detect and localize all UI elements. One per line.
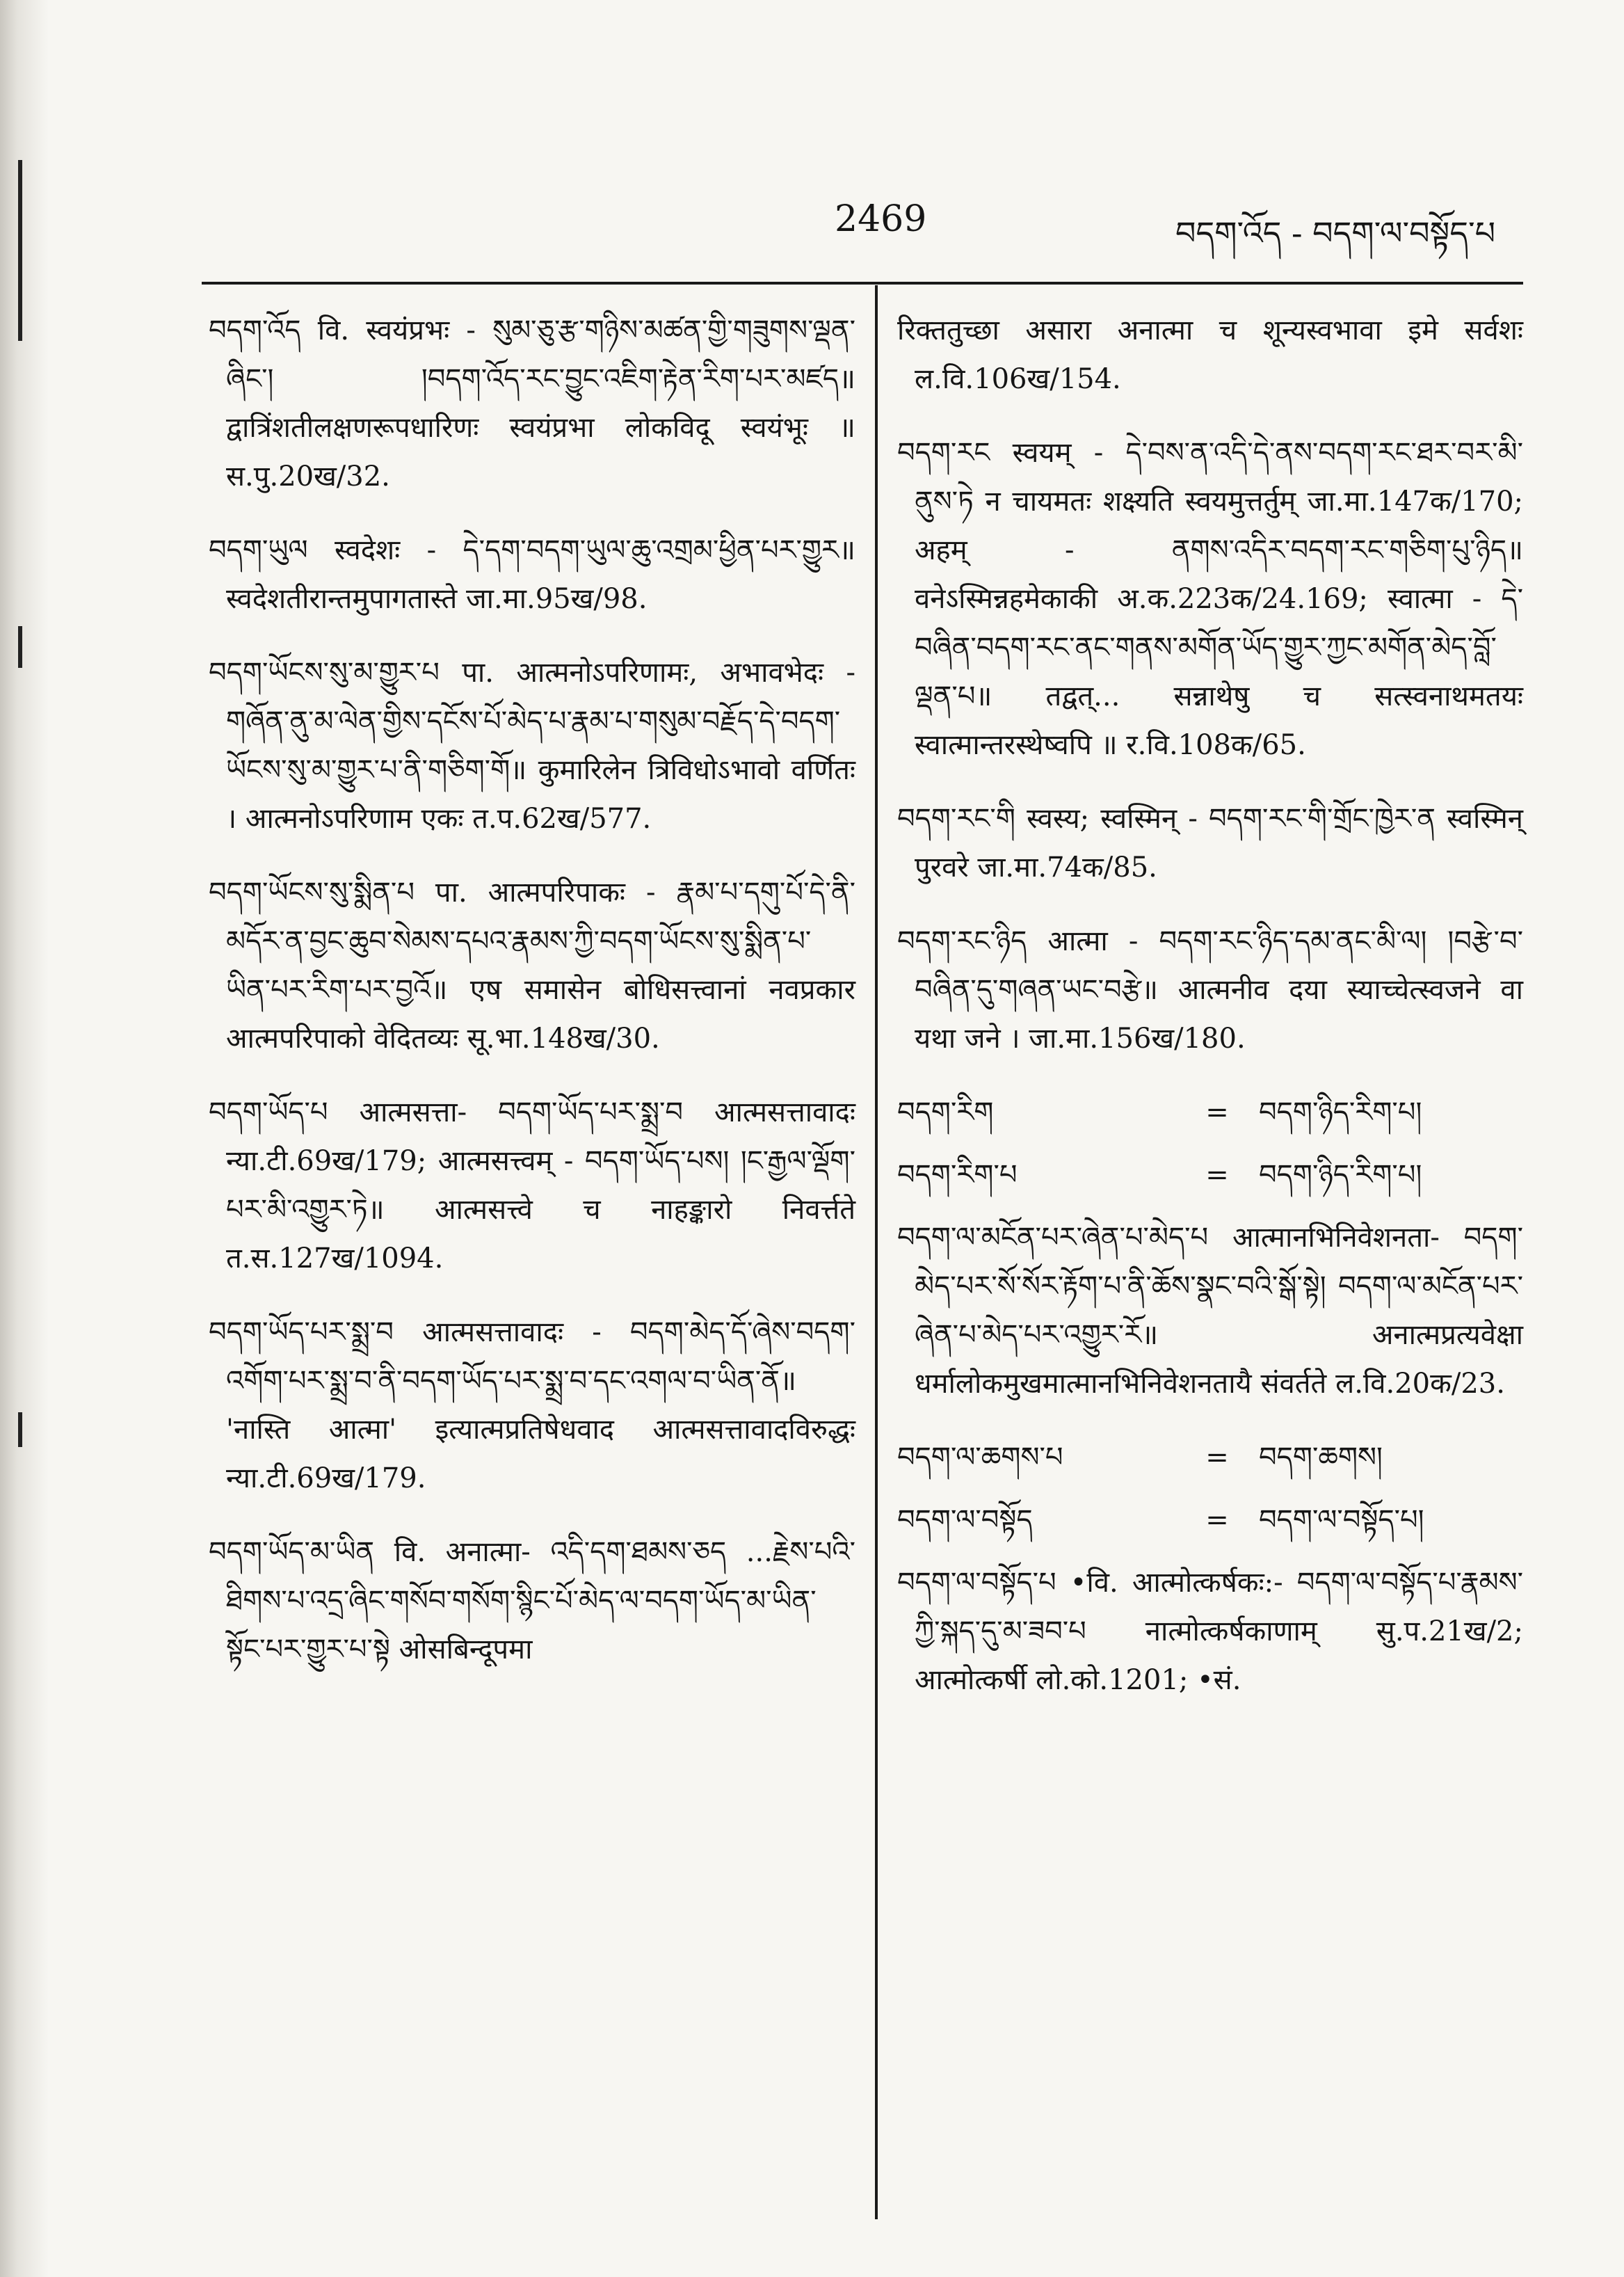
page-number: 2469 — [835, 198, 927, 240]
ref-headword: བདག་ལ་ཆགས་པ — [897, 1441, 1063, 1473]
dictionary-entry: रिक्ततुच्छा असारा अनात्मा च शून्यस्वभावा इमे सर्वशः ल.वि.106ख/154. — [897, 314, 1523, 395]
dictionary-entry: བདག་ལ་མངོན་པར་ཞེན་པ་མེད་པ आत्मानभिनिवेशनता- བདག་མེད་པར་སོ་སོར་རྟོག་པ་ནི་ཆོས་སྣང་བའི་སྒོ་སྟེ། བདག་ལ་མངོན་པར་ཞེན་པ་མེད་པར་འགྱུར་རོ॥ अनात्मप्रत्यवेक्षा धर्मालोकमुखमात्मानभिनिवेशनतायै संवर्तते ल.वि.20क/23. — [897, 1222, 1523, 1400]
cross-reference — [897, 1496, 1523, 1544]
dictionary-entry: བདག་ཡོད་པ आत्मसत्ता- བདག་ཡོད་པར་སྨྲ་བ आत्मसत्तावादः न्या.टी.69ख/179; आत्मसत्त्वम् - བདག་ཡོད་པས། །ང་རྒྱལ་ལྡོག་པར་མི་འགྱུར་ཏེ॥ आत्मसत्त्वे च नाहङ्कारो निवर्त्तते त.स.127ख/1094. — [209, 1096, 855, 1275]
dictionary-entry: བདག་རང་ཉིད आत्मा - བདག་རང་ཉིད་དམ་ནང་མི་ལ། །བརྩེ་བ་བཞིན་དུ་གཞན་ཡང་བརྩེ॥ आत्मनीव दया स्याच्चेत्स्वजने वा यथा जने । जा.मा.156ख/180. — [897, 925, 1523, 1055]
dictionary-entry: བདག་ཡོད་མ་ཡིན वि. अनात्मा- འདི་དག་ཐམས་ཅད ...རྗེས་པའི་ཐིགས་པ་འདྲ་ཞིང་གསོབ་གསོག་སྙིང་པོ་མེད་ལ་བདག་ཡོད་མ་ཡིན་སྟོང་པར་གྱུར་པ་སྟེ ओसबिन्दूपमा — [209, 1536, 855, 1665]
right-column — [897, 306, 1523, 1729]
cross-reference — [897, 1151, 1523, 1199]
cross-reference — [897, 1088, 1523, 1137]
ref-target: བདག་ཉིད་རིག་པ། — [1259, 1096, 1422, 1128]
ref-headword: བདག་རིག — [897, 1096, 994, 1128]
ref-target: བདག་ལ་བསྟོད་པ། — [1259, 1504, 1424, 1536]
ref-target: བདག་ཆགས། — [1259, 1441, 1383, 1473]
dictionary-entry: བདག་ཡོངས་སུ་མ་གྱུར་པ पा. आत्मनोऽपरिणामः, अभावभेदः - གཞོན་ནུ་མ་ལེན་གྱིས་དངོས་པོ་མེད་པ་རྣམ་པ་གསུམ་བརྗོད་དེ་བདག་ཡོངས་སུ་མ་གྱུར་པ་ནི་གཅིག་གོ॥ कुमारिलेन त्रिविधोऽभावो वर्णितः । आत्मनोऽपरिणाम एकः त.प.62ख/577. — [209, 657, 855, 835]
dictionary-entry: བདག་ཡོད་པར་སྨྲ་བ आत्मसत्तावादः - བདག་མེད་དོ་ཞེས་བདག་འགོག་པར་སྨྲ་བ་ནི་བདག་ཡོད་པར་སྨྲ་བ་དང་འགལ་བ་ཡིན་ནོ॥ 'नास्ति आत्मा' इत्यात्मप्रतिषेधवाद आत्मसत्तावादविरुद्धः न्या.टी.69ख/179. — [209, 1316, 855, 1494]
ref-equals: = — [1205, 1441, 1229, 1473]
dictionary-entry: བདག་ཡོངས་སུ་སྨིན་པ पा. आत्मपरिपाकः - རྣམ་པ་དགུ་པོ་དེ་ནི་མདོར་ན་བྱང་ཆུབ་སེམས་དཔའ་རྣམས་ཀྱི་བདག་ཡོངས་སུ་སྨིན་པ་ཡིན་པར་རིག་པར་བྱའོ॥ एष समासेन बोधिसत्त्वानां नवप्रकार आत्मपरिपाको वेदितव्यः सू.भा.148ख/30. — [209, 877, 855, 1055]
dictionary-entry: བདག་འོད वि. स्वयंप्रभः - སུམ་ཅུ་རྩ་གཉིས་མཚན་གྱི་གཟུགས་ལྡན་ཞིང་། །བདག་འོད་རང་བྱུང་འཇིག་རྟེན་རིག་པར་མཛད॥ द्वात्रिंशतीलक्षणरूपधारिणः स्वयंप्रभा लोकविदू स्वयंभूः ॥ स.पु.20ख/32. — [209, 314, 855, 493]
column-rule — [875, 285, 878, 2219]
dictionary-entry: བདག་རང་གི स्वस्य; स्वस्मिन् - བདག་རང་གི་གྲོང་ཁྱེར་ན स्वस्मिन् पुरवरे जा.मा.74क/85. — [897, 803, 1523, 884]
ref-headword: བདག་ལ་བསྟོད — [897, 1504, 1033, 1536]
ref-equals: = — [1205, 1159, 1229, 1191]
ref-equals: = — [1205, 1504, 1229, 1536]
edge-mark — [18, 160, 22, 341]
ref-headword: བདག་རིག་པ — [897, 1159, 1018, 1191]
ref-equals: = — [1205, 1096, 1229, 1128]
dictionary-entry: བདག་ཡུལ स्वदेशः - དེ་དག་བདག་ཡུལ་ཆུ་འགྲམ་ཕྱིན་པར་གྱུར॥ स्वदेशतीरान्तमुपागतास्ते जा.मा.95ख/98. — [209, 534, 855, 615]
left-column — [209, 306, 855, 1699]
dictionary-entry: བདག་རང स्वयम् - དེ་བས་ན་འདི་དེ་ནས་བདག་རང་ཐར་བར་མི་ནུས་ཏེ न चायमतः शक्ष्यति स्वयमुत्तर्तुम् जा.मा.147क/170; अहम् - ནགས་འདིར་བདག་རང་གཅིག་པུ་ཉིད॥ वनेऽस्मिन्नहमेकाकी अ.क.223क/24.169; स्वात्मा - དེ་བཞིན་བདག་རང་ནང་གནས་མགོན་ཡོད་གྱུར་ཀྱང་མགོན་མེད་བློ་ལྡན་པ॥ तद्वत्... सन्नाथेषु च सत्स्वनाथमतयः स्वात्मान्तरस्थेष्वपि ॥ र.वि.108क/65. — [897, 437, 1523, 761]
edge-mark — [18, 1412, 22, 1447]
scan-edge — [0, 0, 49, 2277]
cross-reference — [897, 1433, 1523, 1482]
header-rule — [202, 282, 1523, 285]
dictionary-entry: བདག་ལ་བསྟོད་པ •वि. आत्मोत्कर्षकः:- བདག་ལ་བསྟོད་པ་རྣམས་ཀྱི་སྐད་དུ་མ་ཟབ་པ नात्मोत्कर्षकाणाम् सु.प.21ख/2; आत्मोत्कर्षी लो.को.1201; •सं. — [897, 1567, 1523, 1696]
running-head: བདག་འོད - བདག་ལ་བསྟོད་པ — [1175, 214, 1496, 252]
ref-target: བདག་ཉིད་རིག་པ། — [1259, 1159, 1422, 1191]
edge-mark — [18, 626, 22, 668]
